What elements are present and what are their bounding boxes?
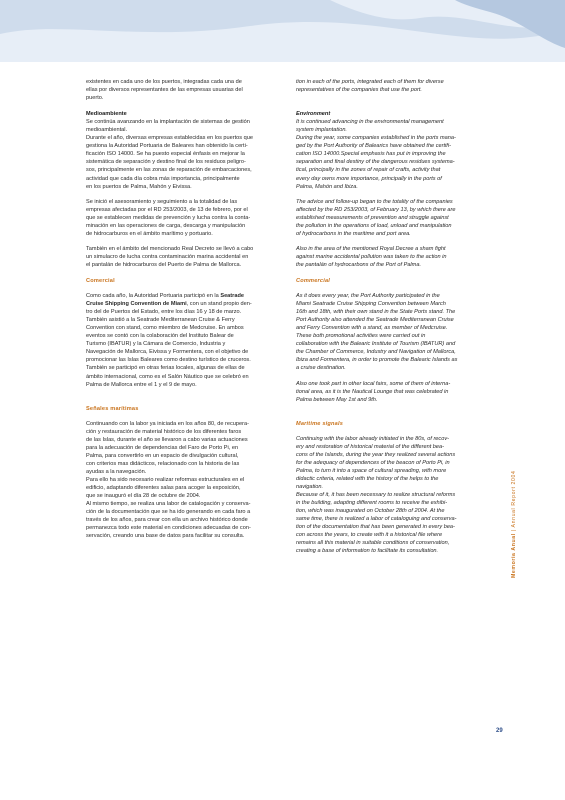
es-signals-paragraph: Continuando con la labor ya iniciada en los años 80, de recupera- ción y restauración de material histórico de los diferentes faros de las Islas, durante el año se llevaron a cabo varias actuaciones para la adecuación de dependencias del Faro de Porto Pi, en Palma, para convertirlo en un espacio de divulgación cultural, con criterios mas didácticos, relacionado con la historia de las ayudas a la navegación. Para ello ha sido necesario realizar reformas estructurales en el edificio, adaptando diferentes salas para acoger la exposición, que se inauguró el día 28 de octubre de 2004. Al mismo tiempo, se realiza una labor de catalogación y conserva- ción de la documentación que se ha ido generando en cada faro a través de los años, para crear con ella un archivo histórico donde permanezca todo este material en condiciones adecuadas de con- servación, creando una base de datos para facilitar su consulta. xyxy=(86,420,251,540)
es-environment-heading: Medioambiente xyxy=(86,111,127,118)
vertical-report-label xyxy=(511,468,517,578)
es-environment-paragraph-2: Se inició el asesoramiento y seguimiento a la totalidad de las empresas afectadas por el RD 253/2003, de 13 de febrero, por el que se establecen medidas de prevención y lucha contra la conta- minación en las operaciones de carga, descarga y manipulación de hidrocarburos en el ámbito marítimo y portuario. xyxy=(86,198,251,237)
en-commercial-paragraph-1: As it does every year, the Port Authority participated in the Miami Seatrade Cruise Shipping Convention between March 16th and 18th, with their own stand in the State Ports stand. The Port Authority also attended the Seatrade Mediterranean Cruise and Ferry Convention with a stand, as member of Medcruise. These both promotional activities were carried out in collaboration with the Balearic Institute of Tourism (IBATUR) and the Chamber of Commerce, Industry and Navigation of Mallorca, Ibiza and Formentera, in order to promote the Balearic Islands as a cruise destination. xyxy=(296,293,458,372)
es-commercial-text-start: Como cada año, la Autoridad Portuaria participó en la xyxy=(86,293,221,300)
en-commercial-paragraph-2: Also one took part in other local fairs, some of them of interna- tional area, as it is the Nautical Lounge that was celebrated in Palma between May 1st and 9th. xyxy=(296,380,451,403)
en-environment-paragraph-2: The advice and follow-up began to the totality of the companies affected by the RD 253/2003, of February 13, by which there are established measurements of prevention and struggle against the pollution in the operations of load, unload and manipulation of hydrocarbons in the maritime and port area. xyxy=(296,198,456,237)
es-environment-paragraph-1: Se continúa avanzando en la implantación de sistemas de gestión medioambiental. Durante el año, diversas empresas establecidas en los puertos que gestiona la Autoridad Portuaria de Baleares han obtenido la certi- ficación ISO 14000. Se ha puesto especial énfasis en mejorar la sistemática de separación y destino final de los residuos peligro- sos, principalmente en las zonas de reparación de embarcaciones, actividad que cada día cobra más importancia, principalmente en los puertos de Palma, Mahón y Eivissa. xyxy=(86,119,253,190)
es-environment-paragraph-3: También en el ámbito del mencionado Real Decreto se llevó a cabo un simulacro de lucha contra contaminación marina accidental en el pantalán de hidrocarburos del Puerto de Palma de Mallorca. xyxy=(86,245,254,268)
report-label-rest: | Annual Report 2004 xyxy=(511,470,517,534)
spanish-column xyxy=(86,78,286,540)
en-signals-paragraph: Continuing with the labor already initiated in the 80s, of recov- ery and restoration of historical material of the different bea- cons of the Islands, during the year they realized several actions for the adequacy of dependences of the beacon of Porto Pi, in Palma, to turn it into a space of cultural spreading, with more didactic criteria, related with the history of the helps to the navigation. Because of it, it has been necessary to realize structural reforms in the building, adapting different rooms to receive the exhibi- tion, which was inaugurated on October 28th of 2004. At the same time, there is realized a labor of cataloguing and conserva- tion of the documentation that has been generated in every bea- con across the years, to create with it a historical file where remains all this material in suitable conditions of conservation, creating a base of information to facilitate its consultation. xyxy=(296,435,457,555)
es-intro-paragraph: existentes en cada uno de los puertos, integradas cada una de ellas por diversos representantes de las empresas usuarias del puerto. xyxy=(86,79,243,102)
es-commercial-event-name: Seatrade Cruise Shipping Convention de Miami xyxy=(86,293,244,308)
en-intro-paragraph: tion in each of the ports, integrated each of them for diverse representatives of the companies that use the port. xyxy=(296,79,444,94)
es-commercial-heading: Comercial xyxy=(86,277,115,284)
en-signals-heading: Maritime signals xyxy=(296,420,344,427)
page-number: 29 xyxy=(496,728,503,734)
header-decoration xyxy=(0,0,565,62)
es-signals-heading: Señales marítimas xyxy=(86,405,139,412)
es-commercial-paragraph xyxy=(86,292,286,389)
es-commercial-text-rest: , con un stand propio den- tro del de Puertos del Estado, entre los días 16 y 18 de marzo. También asistió a la Seatrade Mediterranean Cruise & Ferry Convention con stand, como miembro de Medcruise. En ambos eventos se contó con la colaboración del Instituto Balear de Turismo (IBATUR) y la Cámara de Comercio, Industria y Navegación de Mallorca, Eivissa y Formentera, con el objetivo de promocionar las Islas Baleares como destino turístico de cruceros. También se participó en otras ferias locales, algunas de ellas de ámbito internacional, como es el Salón Náutico que se celebró en Palma de Mallorca entre el 1 y el 9 de mayo. xyxy=(86,301,252,388)
en-environment-heading: Environment xyxy=(296,111,331,118)
header-wave-graphic xyxy=(0,0,565,62)
en-environment-paragraph-1: It is continued advancing in the environmental management system implantation. During the year, some companies established in the ports mana- ged by the Port Authority of Balearics have obtained the certifi- cation ISO 14000.Special emphasis has put in improving the separation and final destiny of the dangerous residues systema- tical, principally in the zones of repair of crafts, activity that every day owns more importance, principally in the ports of Palma, Mahón and Ibiza. xyxy=(296,119,456,190)
en-commercial-heading: Commercial xyxy=(296,277,331,284)
english-column xyxy=(296,78,496,555)
en-environment-paragraph-3: Also in the area of the mentioned Royal Decree a sham fight against marine accidental pollution was taken to the action in the pantalán of hydrocarbons of the Port of Palma. xyxy=(296,245,447,268)
report-label-memoria: Memoria Anual xyxy=(511,533,517,578)
